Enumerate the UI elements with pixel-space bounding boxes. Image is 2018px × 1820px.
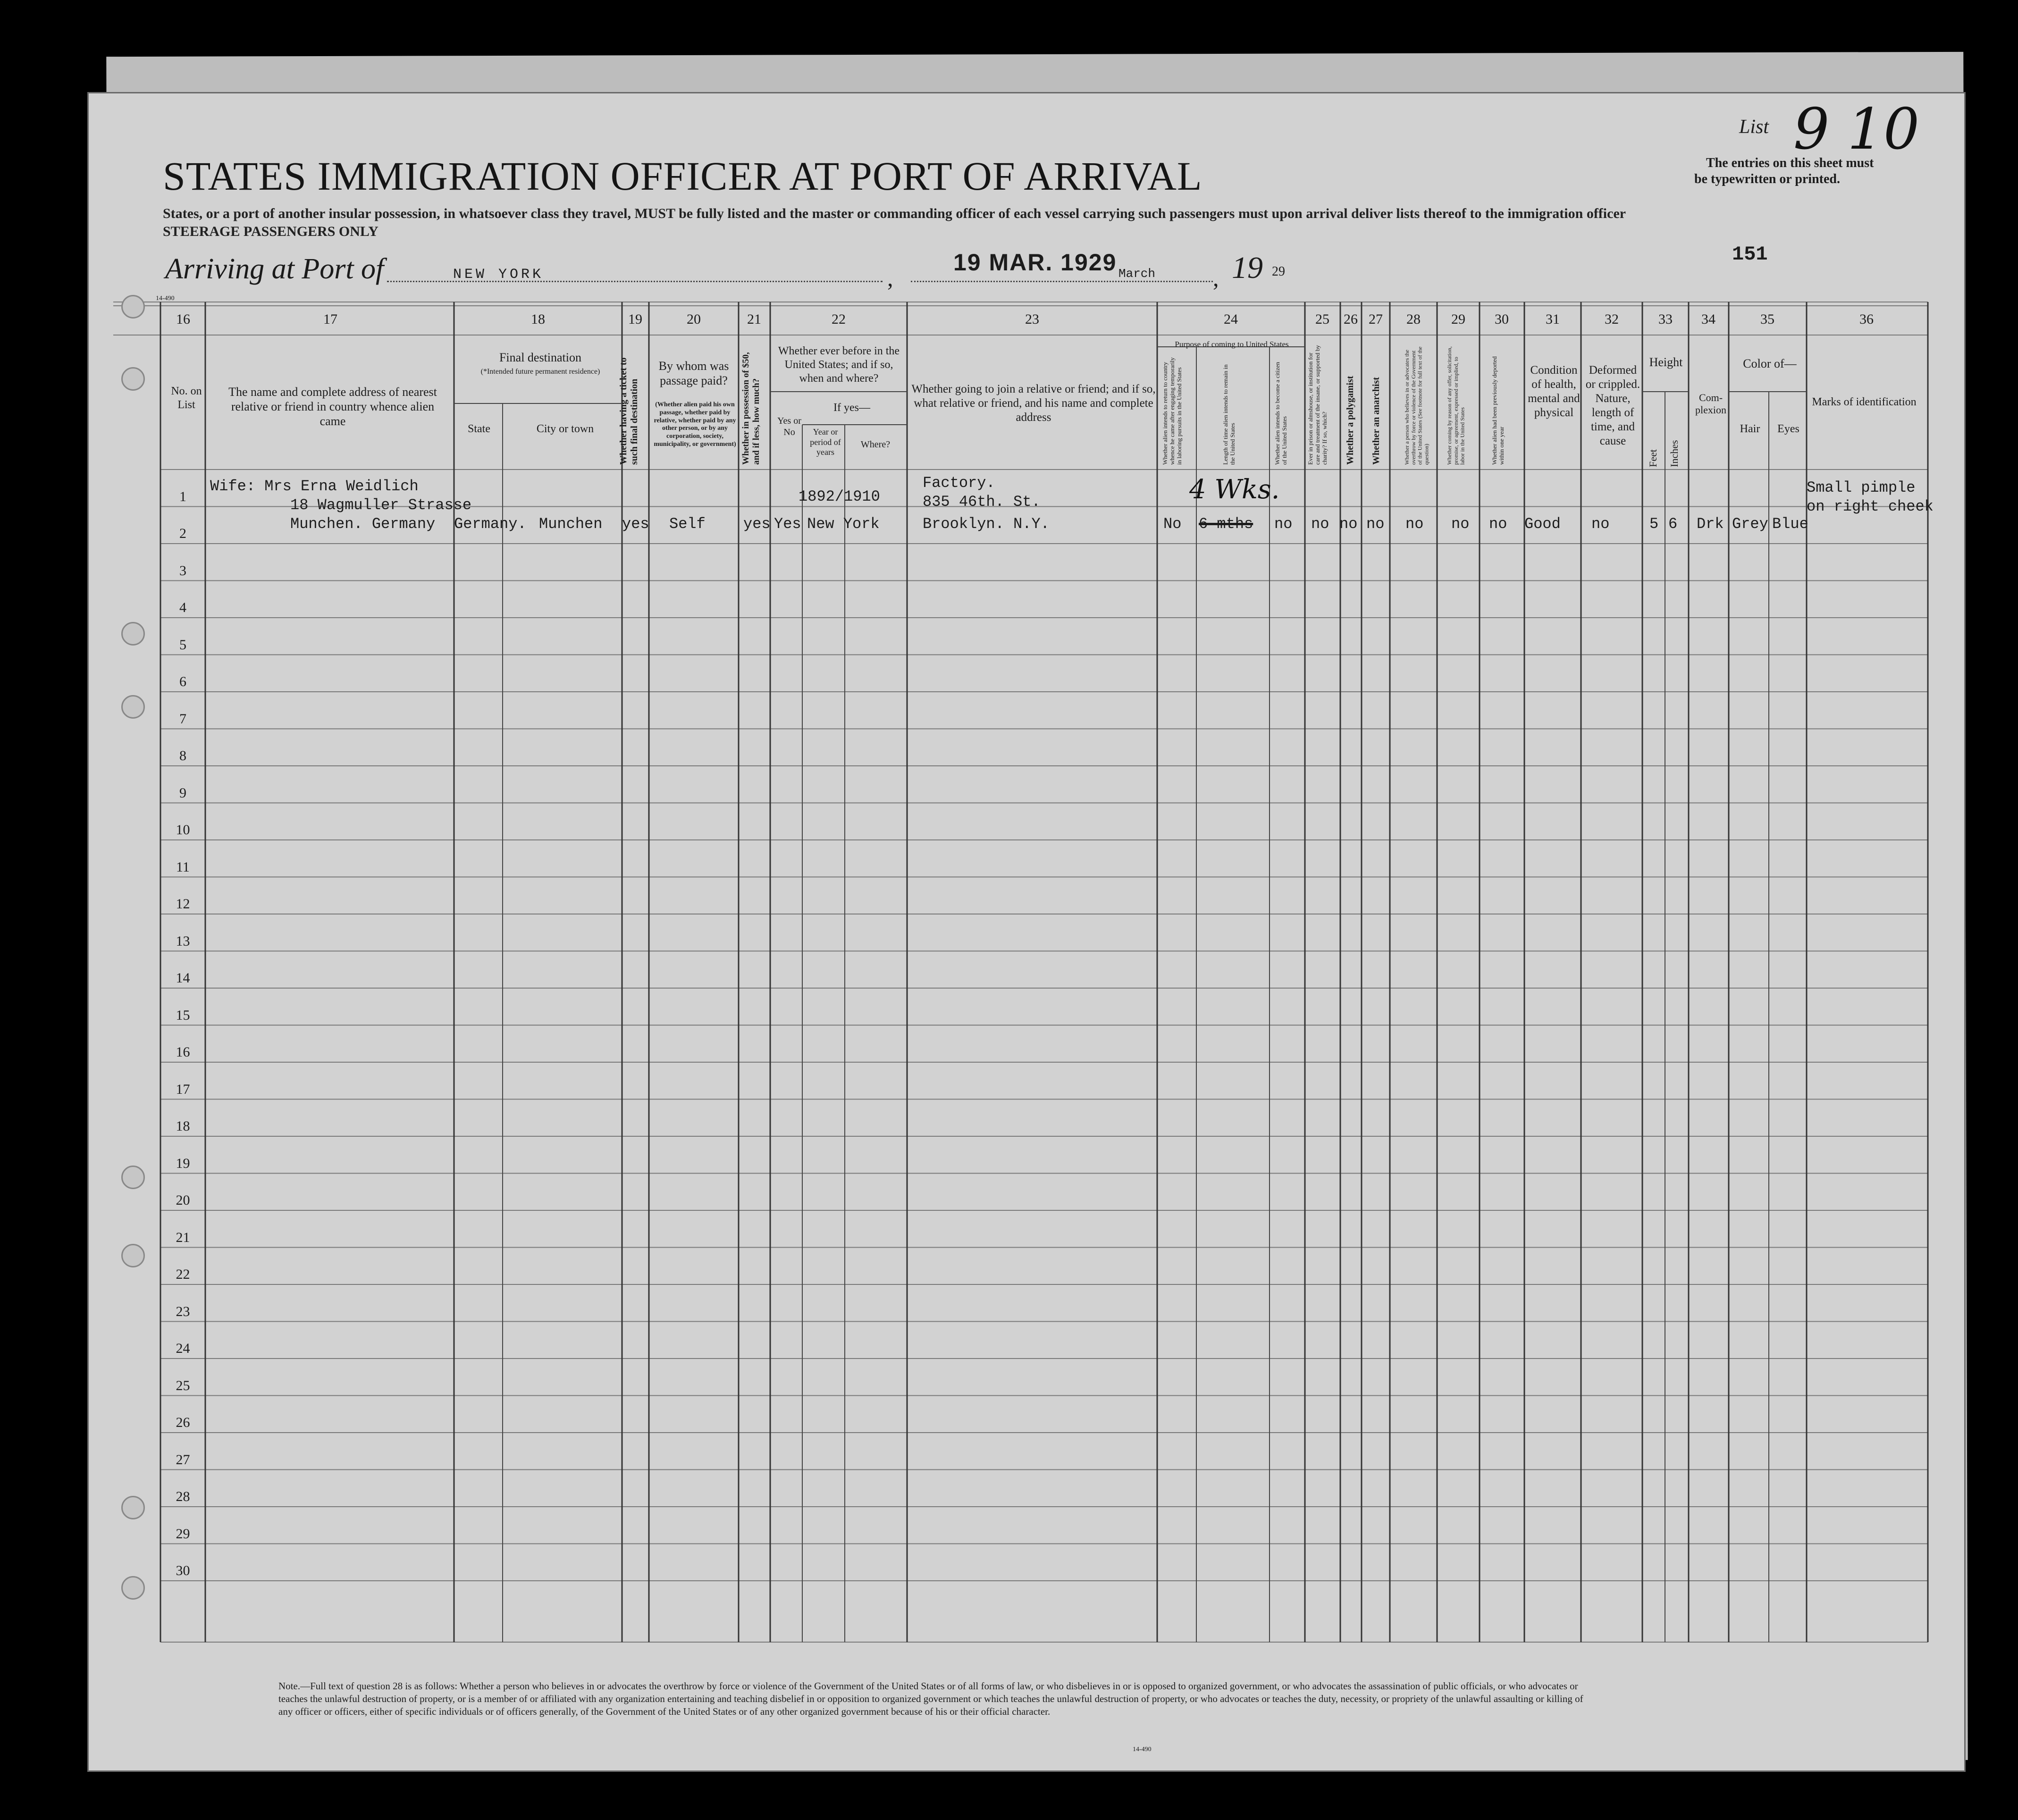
before-years-value: 1892/1910 <box>799 488 880 505</box>
polygamist-value: no <box>1339 515 1358 533</box>
page-title: STATES IMMIGRATION OFFICER AT PORT OF ARRIVAL <box>163 153 1202 199</box>
row-number: 2 <box>179 526 186 541</box>
column-number: 24 <box>1224 311 1238 327</box>
column-number: 31 <box>1546 311 1560 327</box>
header-polygamist: Whether a polygamist <box>1345 376 1355 465</box>
row-number: 7 <box>179 711 186 727</box>
header-anarchist: Whether an anarchist <box>1371 377 1381 465</box>
feet-value: 5 <box>1649 515 1659 533</box>
row-number: 23 <box>176 1303 190 1319</box>
row-number: 10 <box>176 822 190 838</box>
binder-hole <box>121 622 145 646</box>
row-number: 18 <box>176 1118 190 1134</box>
column-number: 35 <box>1760 311 1774 327</box>
citizen-value: no <box>1274 515 1293 533</box>
year-prefix: 19 <box>1232 251 1263 285</box>
header-join: Whether going to join a relative or friend; and if so, what relative or friend, and his name and complete address <box>911 383 1156 424</box>
header-color: Color of— <box>1743 357 1797 370</box>
state-value: Germany. <box>454 515 527 533</box>
column-number: 29 <box>1451 311 1465 327</box>
row-number: 22 <box>176 1266 190 1282</box>
city-value: Munchen <box>539 515 603 533</box>
header-where: Where? <box>860 439 891 450</box>
column-number: 20 <box>687 311 701 327</box>
header-deported: Whether alien had been previously deported within one year <box>1491 356 1505 465</box>
header-final-destination-note: (*Intended future permanent residence) <box>480 368 600 376</box>
page-number: 151 <box>1732 243 1768 266</box>
row-number: 16 <box>176 1044 190 1060</box>
header-length: Length of time alien intends to remain in the United States <box>1222 364 1236 465</box>
binder-hole <box>121 1166 145 1189</box>
header-feet: Feet <box>1647 449 1659 467</box>
prison-value: no <box>1311 515 1329 533</box>
row-number: 15 <box>176 1007 190 1023</box>
comma-2: , <box>1213 265 1219 291</box>
row-number: 30 <box>176 1563 190 1578</box>
inches-value: 6 <box>1668 515 1678 533</box>
row-number: 20 <box>176 1192 190 1208</box>
header-state: State <box>468 423 490 435</box>
steerage-note: STEERAGE PASSENGERS ONLY <box>163 224 378 239</box>
month: March <box>1118 267 1156 281</box>
relative-line-3: Munchen. Germany <box>290 515 436 533</box>
deported-value: no <box>1489 515 1507 533</box>
comma-1: , <box>887 265 893 291</box>
row-number: 17 <box>176 1081 190 1097</box>
row-number: 27 <box>176 1451 190 1468</box>
header-marks: Marks of identification <box>1812 396 1917 408</box>
header-hair: Hair <box>1740 423 1760 435</box>
form-code-top: 14-490 <box>156 295 175 302</box>
relative-line-1: Wife: Mrs Erna Weidlich <box>210 478 419 495</box>
length-struck: 6 mths <box>1199 515 1253 533</box>
header-city: City or town <box>536 423 594 435</box>
health-value: Good <box>1524 515 1561 533</box>
form-code-bottom: 14-490 <box>1133 1746 1152 1753</box>
column-number: 36 <box>1859 311 1874 327</box>
row-number: 13 <box>176 933 190 949</box>
column-number: 23 <box>1025 311 1039 327</box>
column-number: 21 <box>747 311 761 327</box>
ticket-value: yes <box>622 515 649 533</box>
binder-hole <box>121 295 145 319</box>
row-number: 12 <box>176 896 190 912</box>
join-line-3: Brooklyn. N.Y. <box>923 515 1050 533</box>
header-paid-by: By whom was passage paid? <box>658 359 729 388</box>
relative-line-2: 18 Wagmuller Strasse <box>290 496 472 514</box>
header-money: Whether in possession of $50, and if less, how much? <box>741 352 761 465</box>
marks-line-1: Small pimple <box>1807 479 1916 496</box>
row-number: 6 <box>179 674 186 689</box>
return-value: No <box>1163 515 1182 533</box>
column-number: 28 <box>1406 311 1421 327</box>
header-purpose: Purpose of coming to United States <box>1175 340 1289 349</box>
row-number: 14 <box>176 970 190 986</box>
date-stamp: 19 MAR. 1929 <box>953 249 1117 276</box>
join-line-1: Factory. <box>923 474 995 492</box>
header-no-on-list: No. on List <box>171 385 202 411</box>
year-suffix: 29 <box>1272 264 1285 279</box>
before-where-value: New York <box>807 515 880 533</box>
header-final-destination: Final destination <box>499 351 582 364</box>
header-complexion: Com-plexion <box>1695 392 1726 416</box>
column-number: 17 <box>323 311 337 327</box>
header-citizen: Whether alien intends to become a citizen of the United States <box>1274 361 1288 465</box>
header-inches: Inches <box>1668 440 1680 467</box>
row-number: 5 <box>179 637 186 653</box>
column-number: 34 <box>1701 311 1715 327</box>
header-overthrow: Whether a person who believes in or advocates the overthrow by force or violence of the Government of the United States (See footnote for full text of the question) <box>1404 346 1430 465</box>
binder-hole <box>121 695 145 719</box>
port-name: NEW YORK <box>453 267 544 283</box>
header-year: Year or period of years <box>810 427 841 457</box>
column-number: 25 <box>1315 311 1329 327</box>
before-yes-value: Yes <box>774 515 801 533</box>
overthrow-value: no <box>1405 515 1424 533</box>
row-number: 24 <box>176 1341 190 1356</box>
binder-hole <box>121 1496 145 1519</box>
header-relative: The name and complete address of nearest relative or friend in country whence alien came <box>228 385 437 428</box>
header-paid-by-note: (Whether alien paid his own passage, whether paid by relative, whether paid by any other person, or by any corporation, society, municipality, or government) <box>654 401 736 448</box>
complexion-value: Drk <box>1697 515 1724 533</box>
column-number: 27 <box>1369 311 1383 327</box>
header-height: Height <box>1649 355 1683 369</box>
list-number-handwritten: 9 10 <box>1793 97 1920 162</box>
row-number: 19 <box>176 1155 190 1171</box>
column-number: 16 <box>176 311 190 327</box>
column-number: 32 <box>1605 311 1619 327</box>
eyes-value: Blue <box>1772 515 1808 533</box>
column-number: 22 <box>832 311 846 327</box>
header-yes-or-no: Yes or No <box>777 416 801 437</box>
paid-by-value: Self <box>669 515 706 533</box>
column-number: 30 <box>1495 311 1509 327</box>
subtitle: States, or a port of another insular possession, in whatsoever class they travel, MUST be fully listed and the master or commanding officer of each vessel carrying such passengers must upon arrival deliver lists thereof to the immigration officer <box>163 206 1626 221</box>
header-if-yes: If yes— <box>833 402 870 414</box>
column-number: 18 <box>531 311 545 327</box>
footnote: Note.—Full text of question 28 is as follows: Whether a person who believes in or advocates the overthrow by force or violence of the Government of the United States or of all forms of law, or who disbelieves in or is opposed to organized government, or who advocates the assassination of public officials, or who advocates or teaches the unlawful destruction of property, or is a member of or affiliated with any organization entertaining and teaching disbelief in or opposition to organized government or which teaches the unlawful destruction of property, or who advocates or teaches the duty, necessity, or propriety of the unlawful assaulting or killing of any officer or officers, either of specific individuals or of officers generally, of the Government of the United States or of any other organized government because of his or their official character. <box>278 1680 1583 1717</box>
money-value: yes <box>743 515 771 533</box>
row-number: 21 <box>176 1229 190 1245</box>
offer-value: no <box>1451 515 1470 533</box>
column-number: 26 <box>1344 311 1358 327</box>
row-number: 8 <box>179 748 186 763</box>
header-deformed: Deformed or crippled. Nature, length of time, and cause <box>1585 364 1640 447</box>
binder-hole <box>121 1576 145 1600</box>
column-number: 33 <box>1658 311 1673 327</box>
row-number: 25 <box>176 1377 190 1393</box>
hair-value: Grey <box>1732 515 1768 533</box>
header-return: Whether alien intends to return to country whence he came after engaging temporarily in laboring pursuits in the United States <box>1161 357 1183 465</box>
header-prison: Ever in prison or almshouse, or institution for care and treatment of the insane, or supported by charity? If so, which? <box>1307 345 1328 465</box>
row-number: 4 <box>179 600 186 615</box>
row-number: 9 <box>179 785 186 801</box>
arriving-label: Arriving at Port of <box>165 253 384 285</box>
join-line-2: 835 46th. St. <box>923 493 1041 511</box>
list-note-1: The entries on this sheet must <box>1706 156 1874 170</box>
list-note-2: be typewritten or printed. <box>1694 172 1840 186</box>
header-health: Condition of health, mental and physical <box>1528 364 1580 419</box>
row-number: 3 <box>179 562 186 579</box>
column-number: 19 <box>628 311 642 327</box>
row-number: 29 <box>176 1526 190 1542</box>
length-handwritten: 4 Wks. <box>1189 474 1280 505</box>
binder-hole <box>121 367 145 391</box>
row-number: 28 <box>176 1489 190 1504</box>
row-number: 1 <box>179 488 186 504</box>
header-eyes: Eyes <box>1777 423 1799 435</box>
row-number: 26 <box>176 1415 190 1430</box>
marks-line-2: on right cheek <box>1807 498 1934 515</box>
deformed-value: no <box>1591 515 1610 533</box>
row-number: 11 <box>176 859 190 875</box>
header-offer: Whether coming by reason of any offer, solicitation, promise, or agreement, expressed or implied, to labor in the United States <box>1446 346 1466 465</box>
list-label: List <box>1739 116 1769 138</box>
binder-hole <box>121 1244 145 1267</box>
anarchist-value: no <box>1366 515 1385 533</box>
header-ticket: Whether having a ticket to such final destination <box>618 357 639 465</box>
header-before: Whether ever before in the United States; and if so, when and where? <box>778 345 900 385</box>
